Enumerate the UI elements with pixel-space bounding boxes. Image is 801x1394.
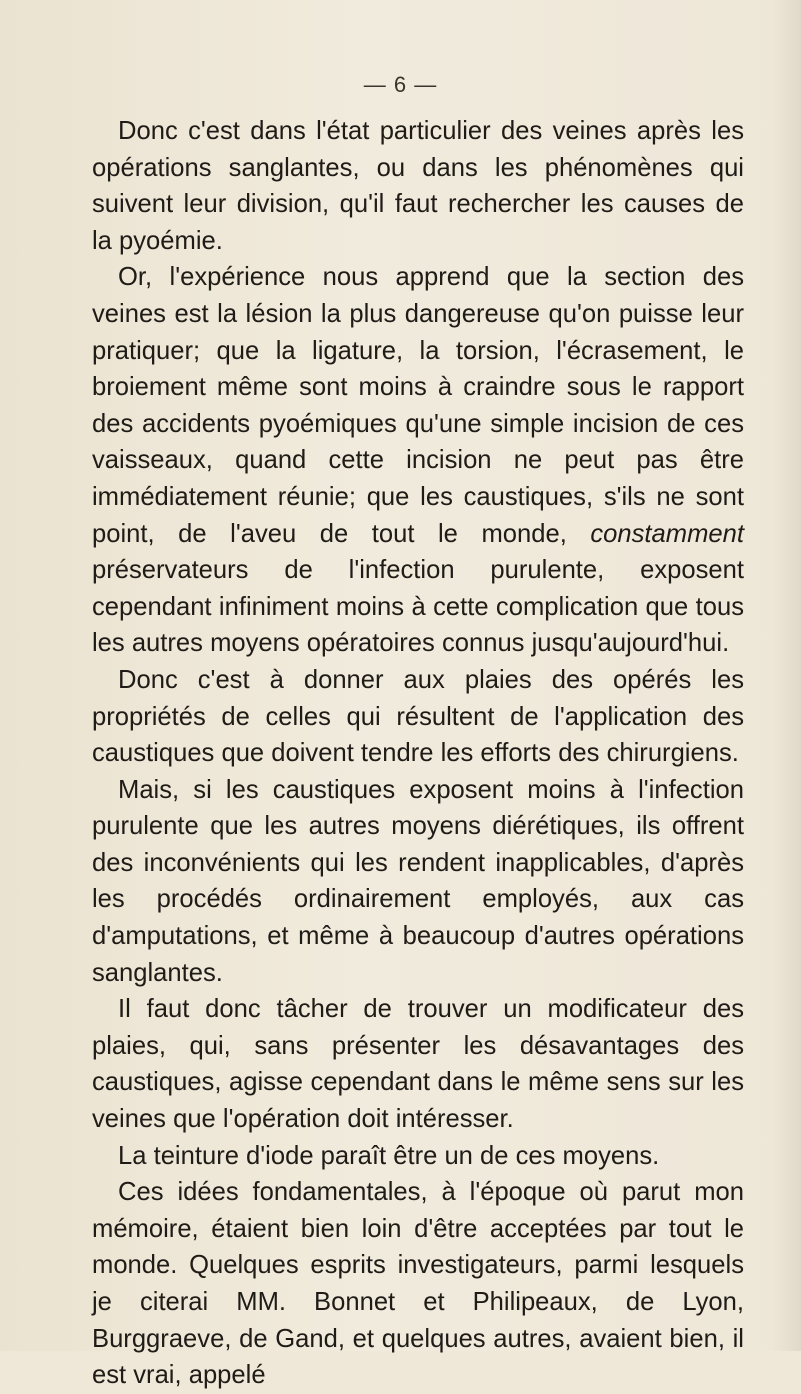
page-number: — 6 — xyxy=(363,72,438,97)
paragraph-6: La teinture d'iode paraît être un de ces moyens. xyxy=(118,1141,660,1170)
paragraph-5: Il faut donc tâcher de trouver un modificateur des plaies, qui, sans présenter les désavantages des caustiques, agisse cependant dans le même sens sur les veines que l'opération doit intéresser. xyxy=(92,995,744,1134)
paragraph-2-part-1: Or, l'expérience nous apprend que la section des veines est la lésion la plus dangereuse qu'on puisse leur pratiquer; que la ligature, la torsion, l'écrasement, le broiement même sont moins à craindre sous le rapport des accidents pyoémiques qu'une simple incision de ces vaisseaux, quand cette incision ne peut pas être immédiatement réunie; que les caustiques, s'ils ne sont point, de l'aveu de tout le monde, xyxy=(92,263,744,548)
paragraph-2-part-2: préservateurs de l'infection purulente, exposent cependant infiniment moins à cette complication que tous les autres moyens opératoires connus jusqu'aujourd'hui. xyxy=(92,556,744,658)
paragraph-1: Donc c'est dans l'état particulier des veines après les opérations sanglantes, ou dans les phénomènes qui suivent leur division, qu'il faut rechercher les causes de la pyoémie. xyxy=(92,117,744,255)
paragraph-2 xyxy=(92,259,744,662)
paragraph-3: Donc c'est à donner aux plaies des opérés les propriétés de celles qui résultent de l'application des caustiques que doivent tendre les efforts des chirurgiens. xyxy=(92,665,744,768)
body-text xyxy=(92,113,744,1394)
emphasis-constamment: constamment xyxy=(590,519,744,548)
page-edge-shadow xyxy=(771,0,801,1351)
paragraph-4: Mais, si les caustiques exposent moins à l'infection purulente que les autres moyens diérétiques, ils offrent des inconvénients qui les rendent inapplicables, d'après les procédés ordinairement employés, aux cas d'amputations, et même à beaucoup d'autres opérations sanglantes. xyxy=(92,775,744,987)
paragraph-7: Ces idées fondamentales, à l'époque où parut mon mémoire, étaient bien loin d'être acceptées par tout le monde. Quelques esprits investigateurs, parmi lesquels je citerai MM. Bonnet et Philipeaux, de Lyon, Burggraeve, de Gand, et quelques autres, avaient bien, il est vrai, appelé xyxy=(92,1178,744,1390)
